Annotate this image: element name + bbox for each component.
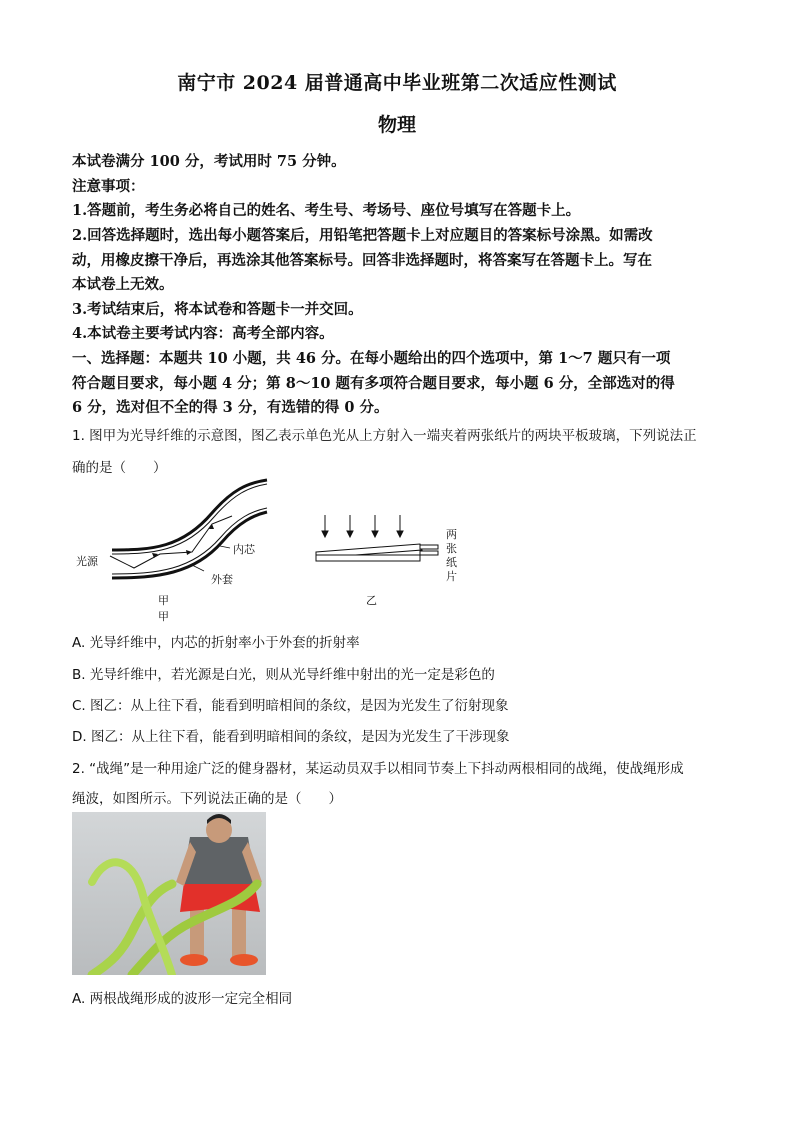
- figure-yi-wedge-glass: [310, 512, 445, 567]
- q2-stem-line-2: 绳波，如图所示。下列说法正确的是（ ）: [72, 791, 342, 807]
- section-1-line-1: 一、选择题：本题共 10 小题，共 46 分。在每小题给出的四个选项中，第 1～7 题只有一项: [72, 350, 671, 367]
- q2-option-a: A. 两根战绳形成的波形一定完全相同: [72, 991, 293, 1007]
- note-item-3: 3.考试结束后，将本试卷和答题卡一并交回。: [72, 301, 363, 318]
- note-item-1: 1.答题前，考生务必将自己的姓名、考生号、考场号、座位号填写在答题卡上。: [72, 202, 581, 219]
- q2-stem-line-1: 2. “战绳”是一种用途广泛的健身器材，某运动员双手以相同节奏上下抖动两根相同的战绳，使战绳形成: [72, 761, 684, 777]
- notes-heading: 注意事项：: [72, 178, 145, 195]
- exam-title: 南宁市 2024 届普通高中毕业班第二次适应性测试: [177, 72, 617, 94]
- figure-jia-caption: 甲: [158, 594, 169, 607]
- battle-rope-photo: [72, 812, 266, 975]
- section-1-line-2: 符合题目要求，每小题 4 分；第 8～10 题有多项符合题目要求，每小题 6 分，全部选对的得: [72, 375, 675, 392]
- figure-yi-caption: 乙: [366, 594, 377, 607]
- q1-option-a: A. 光导纤维中，内芯的折射率小于外套的折射率: [72, 635, 360, 651]
- q1-stem-line-2: 确的是（ ）: [72, 460, 167, 476]
- subject-title: 物理: [377, 114, 416, 136]
- two-papers-label: 两张纸片: [446, 528, 457, 583]
- q1-stem-line-1: 1. 图甲为光导纤维的示意图，图乙表示单色光从上方射入一端夹着两张纸片的两块平板玻璃，下列说法正: [72, 428, 697, 444]
- core-label: 内芯: [233, 543, 255, 556]
- q1-option-d: D. 图乙：从上往下看，能看到明暗相间的条纹，是因为光发生了干涉现象: [72, 729, 510, 745]
- figure-jia-caption-duplicate: 甲: [158, 610, 169, 623]
- q1-option-b: B. 光导纤维中，若光源是白光，则从光导纤维中射出的光一定是彩色的: [72, 667, 495, 683]
- cladding-label: 外套: [211, 573, 233, 586]
- light-source-label: 光源: [76, 555, 98, 568]
- note-item-2-line-2: 动，用橡皮擦干净后，再选涂其他答案标号。回答非选择题时，将答案写在答题卡上。写在: [72, 252, 652, 269]
- note-item-2-line-3: 本试卷上无效。: [72, 276, 174, 293]
- q1-option-c: C. 图乙：从上往下看，能看到明暗相间的条纹，是因为光发生了衍射现象: [72, 698, 509, 714]
- score-time-note: 本试卷满分 100 分，考试用时 75 分钟。: [72, 153, 346, 170]
- section-1-line-3: 6 分，选对但不全的得 3 分，有选错的得 0 分。: [72, 399, 389, 416]
- figure-jia-optical-fiber: [72, 478, 282, 588]
- note-item-2-line-1: 2.回答选择题时，选出每小题答案后，用铅笔把答题卡上对应题目的答案标号涂黑。如需改: [72, 227, 653, 244]
- note-item-4: 4.本试卷主要考试内容：高考全部内容。: [72, 325, 334, 342]
